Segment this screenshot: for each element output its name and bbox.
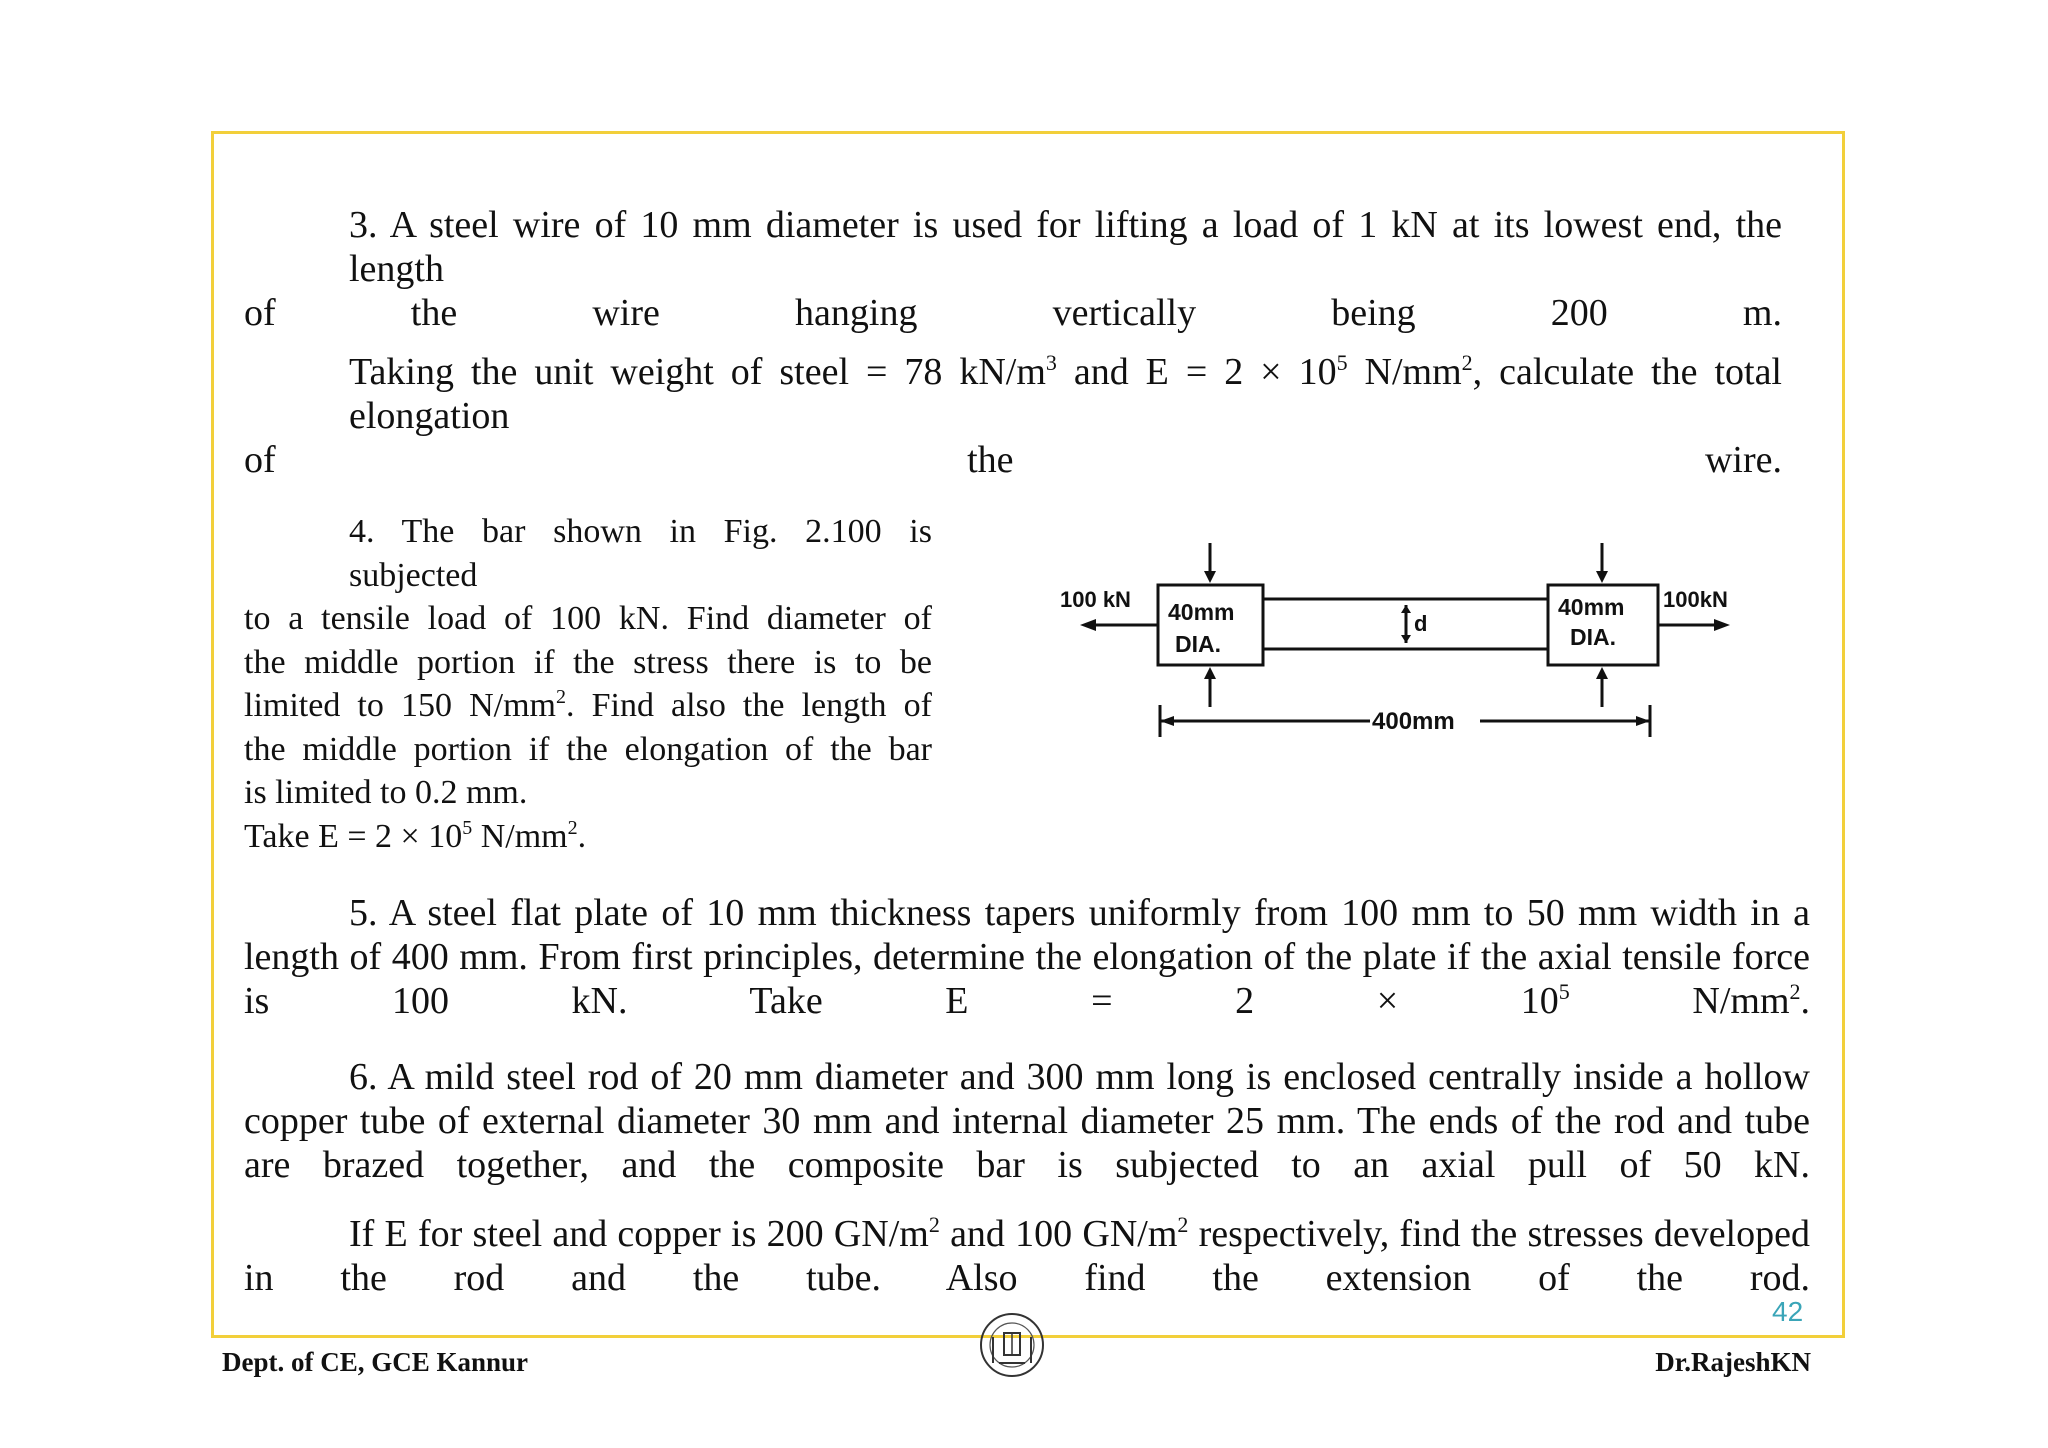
left-block-label-1: 40mm [1168, 599, 1235, 625]
problem-5-line-3: is 100 kN. Take $E = 2 \times 10^5$ $N/mm^2$. [244, 979, 1810, 1022]
problem-4-line-4: limited to 150 $N/mm^2$. Find also the length of [244, 686, 932, 724]
bar-figure [1050, 535, 1750, 835]
problem-5-line-2: length of 400 mm. From first principles, determine the elongation of the plate if the axial tensile force [244, 936, 1810, 978]
top-right-arrowhead [1596, 571, 1608, 583]
left-load-label: 100 kN [1060, 587, 1131, 612]
page-number: 42 [1772, 1296, 1804, 1327]
problem-5-paragraph [244, 891, 1810, 1023]
problem-4-line-3: the middle portion if the stress there is to be [244, 643, 932, 681]
problem-4-line-6: is limited to 0.2 mm. [244, 774, 528, 811]
footer-department: Dept. of CE, GCE Kannur [222, 1347, 529, 1377]
problem-3-line-3: Taking the unit weight of steel = 78 $kN/m^3$ and $E = 2 \times 10^5$ $N/mm^2$, calculate the total elongation [349, 350, 1782, 437]
problem-4-line-2: to a tensile load of 100 kN. Find diameter of [244, 600, 932, 637]
problem-4-line-5: the middle portion if the elongation of the bar [244, 730, 932, 768]
problem-6-line-5: in the rod and the tube. Also find the extension of the rod. [244, 1257, 1810, 1299]
college-logo-icon [977, 1307, 1047, 1385]
bottom-right-arrowhead [1596, 667, 1608, 679]
problem-6-line-4: If E for steel and copper is 200 $GN/m^2$ and 100 $GN/m^2$ respectively, find the stresses developed [349, 1212, 1810, 1255]
diameter-label: d [1414, 611, 1428, 636]
problem-3-line-1: 3. A steel wire of 10 mm diameter is used for lifting a load of 1 kN at its lowest end, the length [349, 204, 1782, 290]
left-load-arrowhead [1080, 619, 1096, 631]
right-block-label-2: DIA. [1570, 624, 1616, 650]
problem-6-line-3: are brazed together, and the composite bar is subjected to an axial pull of 50 kN. [244, 1144, 1810, 1186]
right-load-arrowhead [1714, 619, 1730, 631]
footer-author: Dr.RajeshKN [1655, 1347, 1811, 1377]
bottom-left-arrowhead [1204, 667, 1216, 679]
dia-dim-top-arrow [1401, 605, 1411, 613]
right-load-label: 100kN [1663, 587, 1728, 612]
top-left-arrowhead [1204, 571, 1216, 583]
problem-3-paragraph-2 [244, 350, 1782, 482]
problem-3-line-4: of the wire. [244, 439, 1782, 481]
problem-6-paragraph-2 [244, 1212, 1810, 1300]
problem-4-line-7: Take $E = 2 \times 10^5$ $N/mm^2$. [244, 816, 587, 855]
length-label: 400mm [1372, 708, 1455, 735]
right-block-label-1: 40mm [1558, 594, 1625, 620]
dia-dim-bottom-arrow [1401, 635, 1411, 643]
left-block-label-2: DIA. [1175, 631, 1221, 657]
length-dim-left-arrow [1160, 716, 1174, 726]
problem-4-paragraph [244, 510, 932, 858]
length-dim-right-arrow [1636, 716, 1650, 726]
problem-3-paragraph-1 [244, 203, 1782, 335]
problem-3-line-2: of the wire hanging vertically being 200 m. [244, 292, 1782, 334]
problem-4-line-1: 4. The bar shown in Fig. 2.100 is subjected [349, 513, 932, 594]
problem-5-line-1: 5. A steel flat plate of 10 mm thickness tapers uniformly from 100 mm to 50 mm width in a [349, 892, 1810, 934]
problem-6-paragraph-1 [244, 1055, 1810, 1187]
problem-6-line-2: copper tube of external diameter 30 mm and internal diameter 25 mm. The ends of the rod and tube [244, 1100, 1810, 1142]
problem-6-line-1: 6. A mild steel rod of 20 mm diameter and 300 mm long is enclosed centrally inside a hollow [349, 1056, 1810, 1098]
